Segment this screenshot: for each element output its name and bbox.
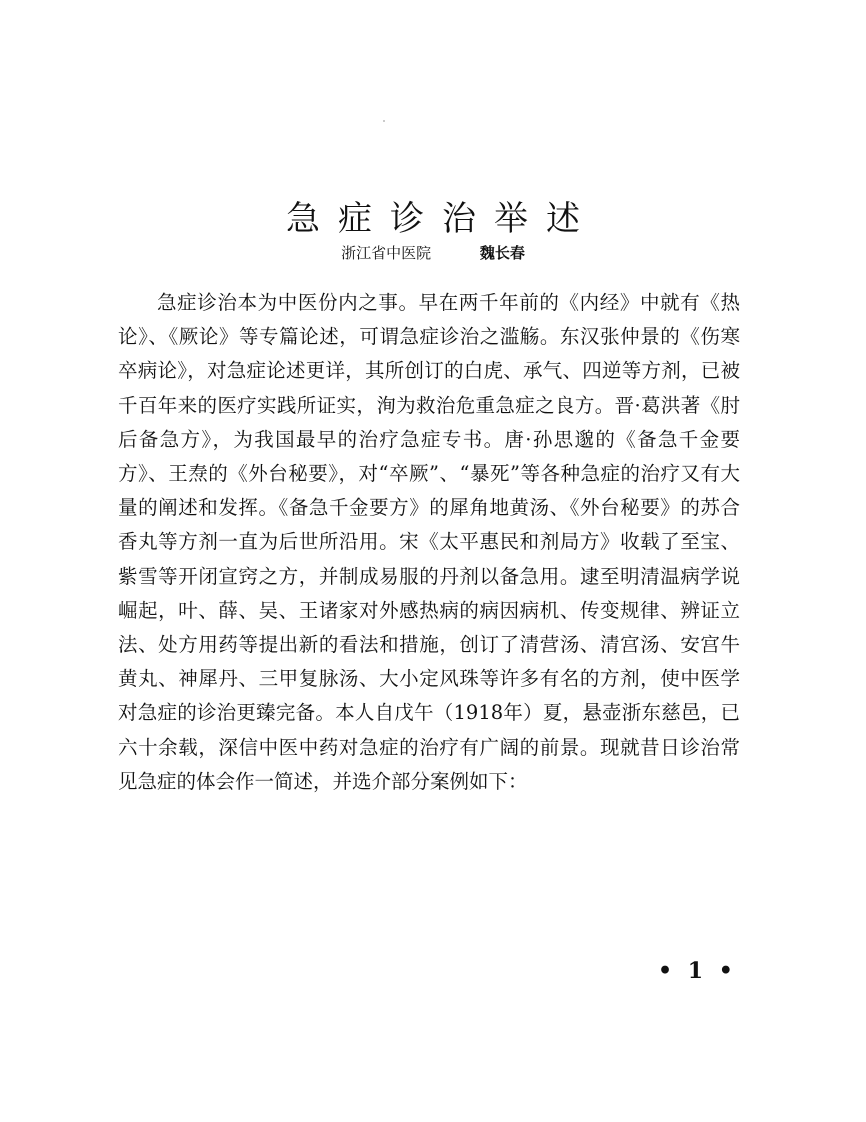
- byline: [0, 242, 866, 263]
- body-paragraph: 急症诊治本为中医份内之事。早在两千年前的《内经》中就有《热论》、《厥论》等专篇论述，可谓急症诊治之滥觞。东汉张仲景的《伤寒卒病论》，对急症论述更详，其所创订的白虎、承气、四逆等方剂，已被千百年来的医疗实践所证实，洵为救治危重急症之良方。晋·葛洪著《肘后备急方》，为我国最早的治疗急症专书。唐·孙思邈的《备急千金要方》、王焘的《外台秘要》，对“卒厥”、“暴死”等各种急症的治疗又有大量的阐述和发挥。《备急千金要方》的犀角地黄汤、《外台秘要》的苏合香丸等方剂一直为后世所沿用。宋《太平惠民和剂局方》收载了至宝、紫雪等开闭宣窍之方，并制成易服的丹剂以备急用。逮至明清温病学说崛起，叶、薛、吴、王诸家对外感热病的病因病机、传变规律、辨证立法、处方用药等提出新的看法和措施，创订了清营汤、清宫汤、安宫牛黄丸、神犀丹、三甲复脉汤、大小定风珠等许多有名的方剂，使中医学对急症的诊治更臻完备。本人自戊午（1918年）夏，悬壶浙东慈邑，已六十余载，深信中医中药对急症的治疗有广阔的前景。现就昔日诊治常见急症的体会作一简述，并选介部分案例如下：: [118, 291, 740, 793]
- page-title: 急症诊治举述: [286, 198, 598, 239]
- author-organization: 浙江省中医院: [341, 244, 432, 262]
- scan-speck: [383, 120, 385, 122]
- author-name: 魏长春: [479, 244, 525, 262]
- page-number: • 1 •: [658, 958, 737, 984]
